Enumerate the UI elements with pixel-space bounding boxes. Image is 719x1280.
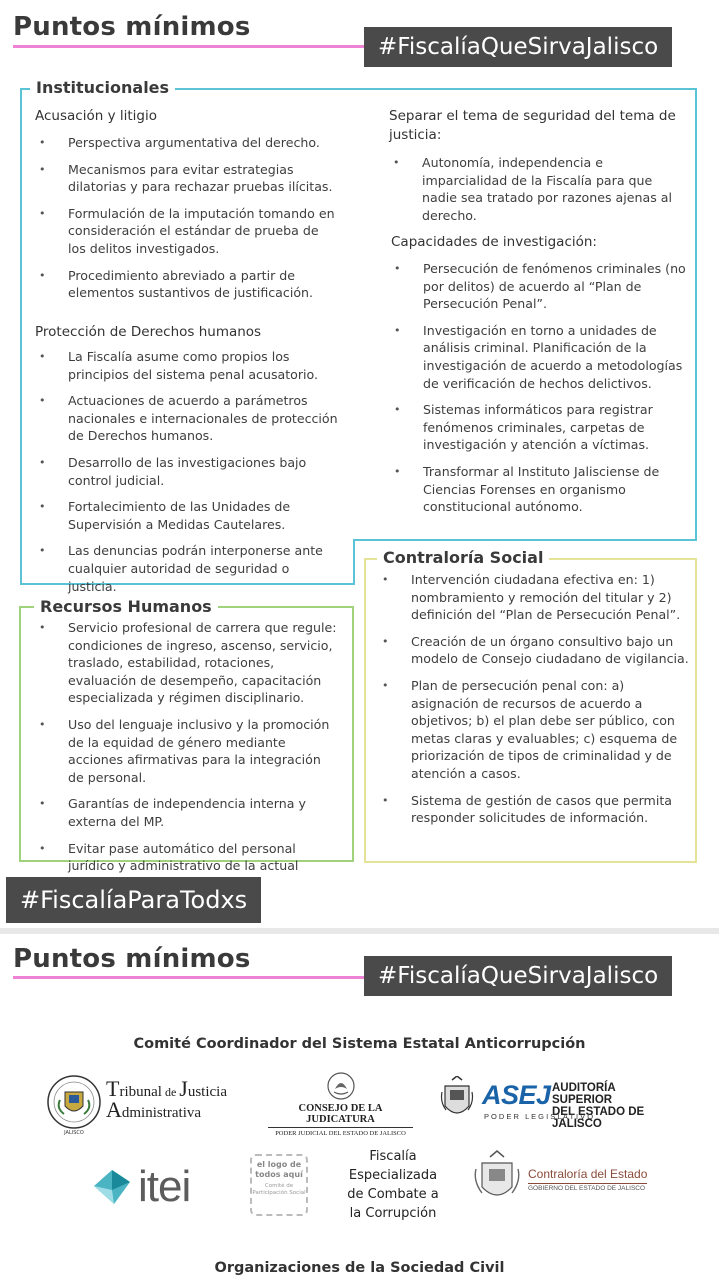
page-title: Puntos mínimos bbox=[13, 944, 251, 974]
list-item: • Las denuncias podrán interponerse ante cualquier autoridad de seguridad o justicia. bbox=[35, 542, 340, 595]
list-item: • Investigación en torno a unidades de análisis criminal. Planificación de la investigación de acuerdo a metodologías de verificación de hechos delictivos. bbox=[390, 322, 688, 392]
list-item: • Mecanismos para evitar estrategias dilatorias y para rechazar pruebas ilícitas. bbox=[35, 161, 340, 196]
fiscalia-anticorrupcion-label: Fiscalía Especializada de Combate a la Corrupción bbox=[347, 1149, 439, 1221]
mexico-seal-icon bbox=[326, 1071, 356, 1101]
list-item: • Perspectiva argumentativa del derecho. bbox=[35, 134, 340, 152]
hashtag-fiscalia-que-sirva: #FiscalíaQueSirvaJalisco bbox=[364, 27, 672, 67]
cps-placeholder-logo: el logo de todos aquí Comité de Participación Social bbox=[250, 1154, 308, 1216]
itei-mark-icon bbox=[90, 1164, 136, 1210]
list-item: • Procedimiento abreviado a partir de elementos sustantivos de justificación. bbox=[35, 267, 340, 302]
list-item: • Sistema de gestión de casos que permita responder solicitudes de información. bbox=[378, 792, 690, 827]
itei-logo: itei bbox=[90, 1164, 215, 1214]
recursos-label: Recursos Humanos bbox=[34, 597, 218, 616]
page-title: Puntos mínimos bbox=[13, 12, 251, 42]
title-underline bbox=[13, 976, 373, 979]
hashtag-fiscalia-que-sirva: #FiscalíaQueSirvaJalisco bbox=[364, 956, 672, 996]
list-item: • Transformar al Instituto Jalisciense de Ciencias Forenses en organismo constitucional autónomo. bbox=[390, 463, 688, 516]
list-item: • Persecución de fenómenos criminales (no por delitos) de acuerdo al “Plan de Persecución Penal”. bbox=[390, 260, 688, 313]
osc-heading: Organizaciones de la Sociedad Civil bbox=[214, 1260, 505, 1276]
hashtag-fiscalia-para-todxs: #FiscalíaParaTodxs bbox=[6, 877, 261, 923]
list-item: • Evitar pase automático del personal jurídico y administrativo de la actual bbox=[35, 840, 340, 875]
capacidades-list bbox=[390, 260, 688, 525]
list-item: • Uso del lenguaje inclusivo y la promoción de la equidad de género mediante acciones afirmativas para la integración de personal. bbox=[35, 716, 340, 786]
contraloria-list bbox=[378, 571, 690, 836]
tribunal-seal-icon bbox=[46, 1074, 102, 1136]
list-item: • Garantías de independencia interna y externa del MP. bbox=[35, 795, 340, 830]
acusacion-heading: Acusación y litigio bbox=[35, 108, 157, 124]
judicatura-logo: CONSEJO DE LA JUDICATURA PODER JUDICIAL DEL ESTADO DE JALISCO bbox=[268, 1071, 413, 1131]
list-item: • La Fiscalía asume como propios los principios del sistema penal acusatorio. bbox=[35, 348, 340, 383]
acusacion-list bbox=[35, 134, 340, 311]
separar-heading: Separar el tema de seguridad del tema de justicia: bbox=[389, 108, 676, 143]
frame-step-horizontal bbox=[353, 539, 697, 541]
frame-step-vertical bbox=[353, 539, 355, 585]
list-item: • Fortalecimiento de las Unidades de Supervisión a Medidas Cautelares. bbox=[35, 498, 340, 533]
list-item: • Sistemas informáticos para registrar fenómenos criminales, carpetas de investigación y atención a víctimas. bbox=[390, 401, 688, 454]
recursos-list bbox=[35, 619, 340, 884]
contraloria-label: Contraloría Social bbox=[377, 548, 549, 567]
jalisco-shield-icon bbox=[440, 1076, 474, 1122]
list-item: • Plan de persecución penal con: a) asignación de recursos de acuerdo a objetivos; b) el plan debe ser público, con metas claras y evaluables; c) esquema de priorización de tipos de criminalidad y de atención a casos. bbox=[378, 677, 690, 783]
tribunal-logo: JALISCO Tribunal de Justicia Administrativa bbox=[46, 1074, 241, 1136]
comite-heading: Comité Coordinador del Sistema Estatal Anticorrupción bbox=[133, 1036, 586, 1052]
svg-text:JALISCO: JALISCO bbox=[64, 1130, 84, 1136]
list-item: • Intervención ciudadana efectiva en: 1) nombramiento y remoción del titular y 2) definición del “Plan de Persecución Penal”. bbox=[378, 571, 690, 624]
list-item: • Autonomía, independencia e imparcialidad de la Fiscalía para que nadie sea tratado por razones ajenas al derecho. bbox=[389, 154, 689, 224]
list-item: • Formulación de la imputación tomando en consideración el estándar de prueba de los delitos investigados. bbox=[35, 205, 340, 258]
list-item: • Servicio profesional de carrera que regule: condiciones de ingreso, ascenso, servicio, traslado, estabilidad, rotaciones, evaluación de desempeño, capacitación especializada y régimen disciplinario. bbox=[35, 619, 340, 707]
jalisco-coat-of-arms-icon bbox=[472, 1149, 522, 1205]
proteccion-list bbox=[35, 348, 340, 604]
page-two bbox=[0, 934, 719, 1280]
separar-list bbox=[389, 154, 689, 233]
contraloria-estado-logo: Contraloría del Estado GOBIERNO DEL ESTADO DE JALISCO bbox=[472, 1149, 662, 1209]
list-item: • Actuaciones de acuerdo a parámetros nacionales e internacionales de protección de Derechos humanos. bbox=[35, 392, 340, 445]
capacidades-heading: Capacidades de investigación: bbox=[391, 234, 597, 250]
list-item: • Creación de un órgano consultivo bajo un modelo de Consejo ciudadano de vigilancia. bbox=[378, 633, 690, 668]
proteccion-heading: Protección de Derechos humanos bbox=[35, 324, 262, 340]
title-underline bbox=[13, 45, 373, 48]
asej-logo: ASEJ AUDITORÍA SUPERIOR DEL ESTADO DE JALISCO P O D E R L E G I S L A T I V O bbox=[440, 1076, 675, 1126]
list-item: • Desarrollo de las investigaciones bajo control judicial. bbox=[35, 454, 340, 489]
institucionales-label: Institucionales bbox=[30, 78, 175, 97]
